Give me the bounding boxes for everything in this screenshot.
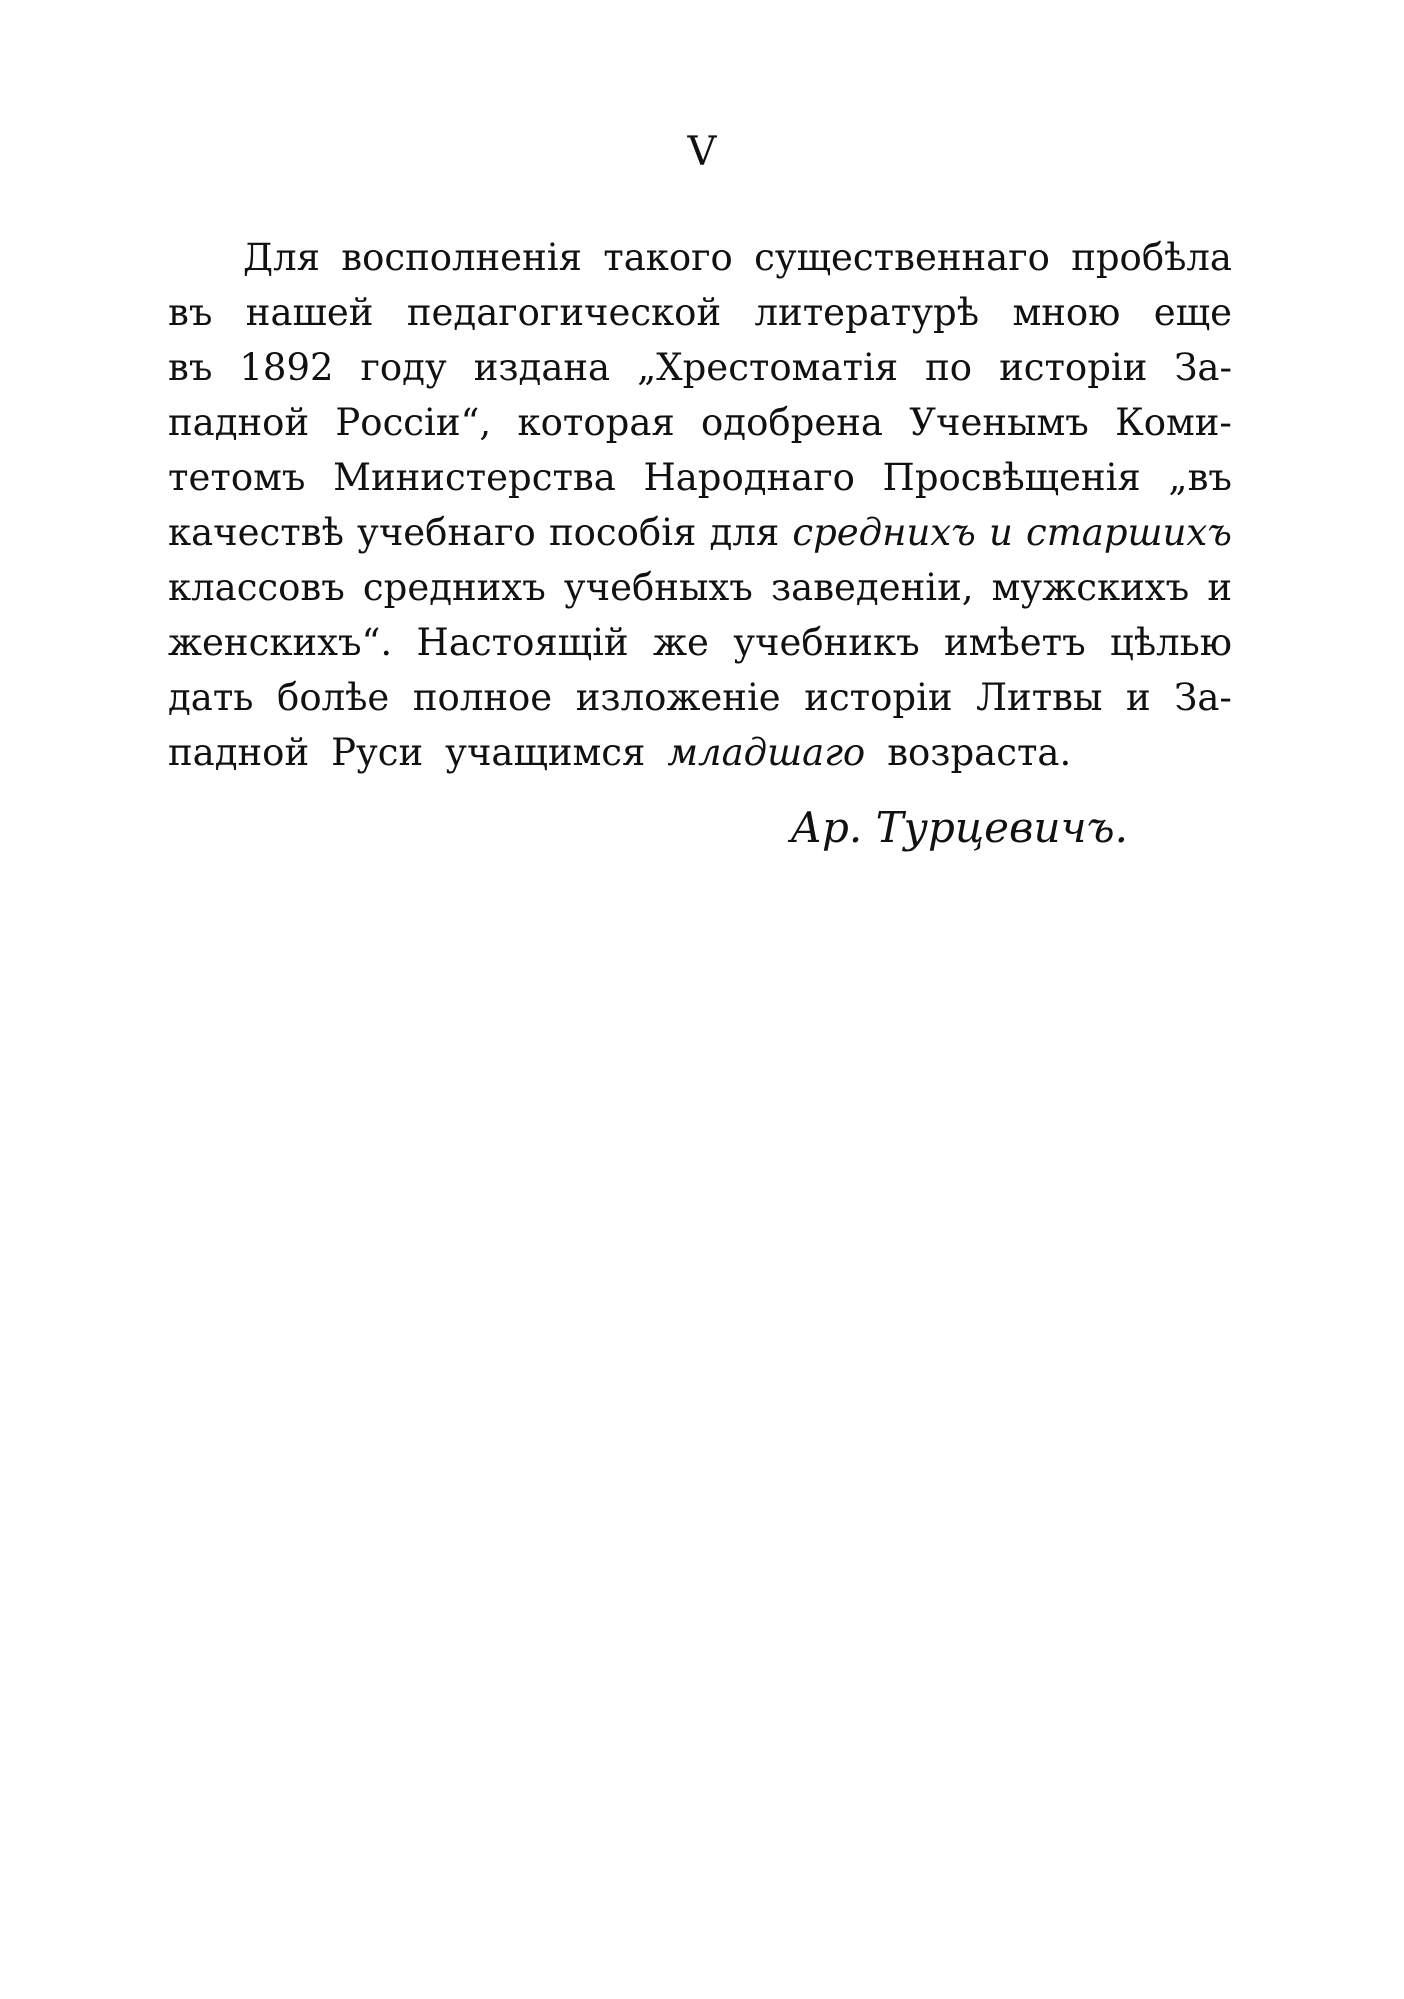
word: въ <box>168 346 213 389</box>
word: дать <box>168 676 254 719</box>
word: падной <box>168 731 310 774</box>
word: полное <box>412 676 553 719</box>
word: учащимся <box>445 731 646 774</box>
word-italic: младшаго <box>667 731 866 774</box>
word: Руси <box>331 731 424 774</box>
text-line <box>168 670 1232 725</box>
word: литературѣ <box>754 291 980 334</box>
word: За- <box>1174 346 1232 389</box>
word: мужскихъ <box>991 566 1190 609</box>
word: Просвѣщенія <box>882 456 1141 499</box>
word: заведеніи, <box>770 566 974 609</box>
word: учебныхъ <box>563 566 753 609</box>
word: издана <box>473 346 611 389</box>
word: мною <box>1012 291 1121 334</box>
word: цѣлью <box>1110 621 1232 664</box>
word-italic: среднихъ <box>792 511 976 554</box>
word: тетомъ <box>168 456 306 499</box>
word: существеннаго <box>754 236 1050 279</box>
word: одобрена <box>701 401 883 444</box>
word: педагогической <box>406 291 722 334</box>
word: Народнаго <box>643 456 855 499</box>
word: Литвы <box>976 676 1103 719</box>
word: такого <box>603 236 733 279</box>
word: Коми- <box>1115 401 1232 444</box>
text-line <box>168 505 1232 560</box>
word: болѣе <box>277 676 390 719</box>
word: „Хрестоматія <box>637 346 899 389</box>
word: же <box>652 621 709 664</box>
word-italic: и <box>988 511 1013 554</box>
author-signature: Ар. Турцевичъ. <box>790 803 1128 852</box>
word-italic: старшихъ <box>1025 511 1232 554</box>
text-line <box>168 615 1232 670</box>
word: Настоящій <box>416 621 629 664</box>
word: пособія <box>549 511 697 554</box>
word: падной <box>168 401 310 444</box>
word: и <box>1207 566 1232 609</box>
word: изложеніе <box>575 676 781 719</box>
preface-paragraph <box>168 230 1232 780</box>
word: возраста. <box>887 731 1072 774</box>
word: году <box>360 346 447 389</box>
text-line <box>168 230 1232 285</box>
word: еще <box>1153 291 1232 334</box>
word: исторіи <box>999 346 1148 389</box>
word: исторіи <box>804 676 953 719</box>
text-line <box>168 450 1232 505</box>
word: учебнаго <box>357 511 536 554</box>
text-line <box>168 725 1232 780</box>
text-line <box>168 560 1232 615</box>
word: по <box>925 346 973 389</box>
text-line <box>168 340 1232 395</box>
word: для <box>709 511 780 554</box>
word: среднихъ <box>362 566 546 609</box>
word: классовъ <box>168 566 345 609</box>
word: восполненія <box>341 236 582 279</box>
word: въ <box>168 291 213 334</box>
word: Россіи“, <box>335 401 492 444</box>
word: качествѣ <box>168 511 344 554</box>
word: Министерства <box>333 456 616 499</box>
word: Для <box>243 236 320 279</box>
word: женскихъ“. <box>168 621 393 664</box>
text-line <box>168 285 1232 340</box>
word: „въ <box>1168 456 1232 499</box>
word: и <box>1126 676 1151 719</box>
word: имѣетъ <box>944 621 1086 664</box>
word: нашей <box>245 291 374 334</box>
page-number: V <box>687 129 717 175</box>
word: За- <box>1174 676 1232 719</box>
text-line <box>168 395 1232 450</box>
word: пробѣла <box>1071 236 1232 279</box>
word: которая <box>517 401 675 444</box>
word: 1892 <box>239 346 334 389</box>
word: Ученымъ <box>909 401 1089 444</box>
word: учебникъ <box>733 621 920 664</box>
